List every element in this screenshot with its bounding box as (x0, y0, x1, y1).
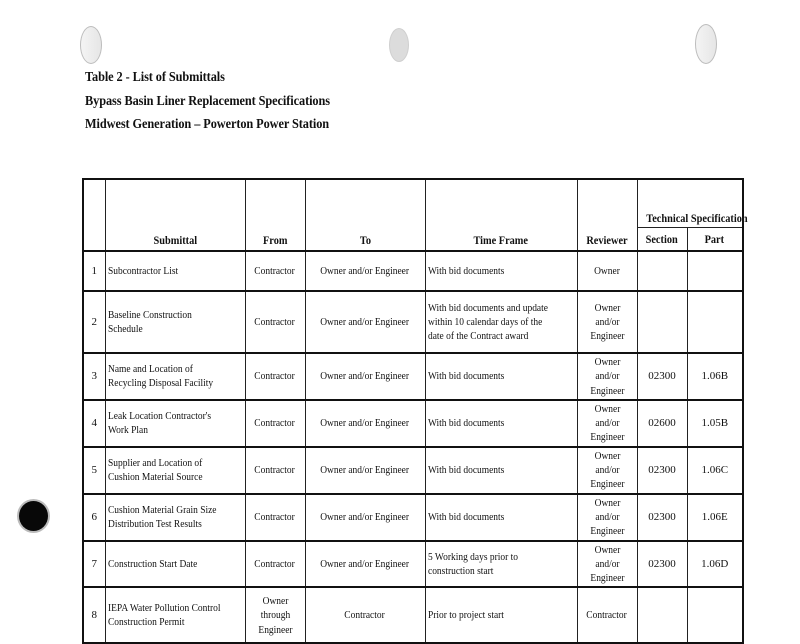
cell-from: Contractor (245, 353, 305, 400)
table-row (83, 494, 743, 541)
cell-from: Contractor (245, 494, 305, 541)
header-time-frame: Time Frame (425, 179, 577, 251)
cell-reviewer: Owner and/or Engineer (577, 447, 637, 494)
cell-time-frame: With bid documents (425, 447, 577, 494)
cell-to: Contractor (305, 587, 425, 643)
cell-section (637, 291, 687, 353)
cell-reviewer: Contractor (577, 587, 637, 643)
cell-time-frame: 5 Working days prior to construction start (425, 541, 577, 588)
header-submittal: Submittal (105, 179, 245, 251)
row-number: 5 (83, 447, 105, 494)
table-row (83, 251, 743, 291)
cell-reviewer: Owner and/or Engineer (577, 291, 637, 353)
cell-from: Contractor (245, 400, 305, 447)
cell-reviewer: Owner and/or Engineer (577, 541, 637, 588)
cell-section: 02300 (637, 494, 687, 541)
cell-submittal: Cushion Material Grain Size Distribution Test Results (105, 494, 245, 541)
cell-time-frame: With bid documents (425, 400, 577, 447)
row-number: 1 (83, 251, 105, 291)
cell-from: Contractor (245, 251, 305, 291)
table-row (83, 353, 743, 400)
cell-reviewer: Owner and/or Engineer (577, 494, 637, 541)
cell-time-frame: With bid documents (425, 494, 577, 541)
cell-section: 02600 (637, 400, 687, 447)
cell-from: Contractor (245, 447, 305, 494)
header-technical-specification: Technical Specification (637, 179, 743, 227)
cell-reviewer: Owner (577, 251, 637, 291)
cell-to: Owner and/or Engineer (305, 251, 425, 291)
binder-hole-right (695, 24, 717, 64)
cell-section (637, 587, 687, 643)
cell-to: Owner and/or Engineer (305, 291, 425, 353)
cell-to: Owner and/or Engineer (305, 353, 425, 400)
cell-submittal: Leak Location Contractor's Work Plan (105, 400, 245, 447)
cell-to: Owner and/or Engineer (305, 400, 425, 447)
cell-submittal: Supplier and Location of Cushion Material Source (105, 447, 245, 494)
cell-from: Contractor (245, 291, 305, 353)
cell-section (637, 251, 687, 291)
cell-section: 02300 (637, 353, 687, 400)
row-number: 8 (83, 587, 105, 643)
cell-to: Owner and/or Engineer (305, 541, 425, 588)
header-num (83, 179, 105, 251)
cell-submittal: IEPA Water Pollution Control Construction Permit (105, 587, 245, 643)
header-section: Section (637, 227, 687, 251)
submittals-table (82, 178, 748, 644)
cell-part: 1.06C (687, 447, 743, 494)
header-part: Part (687, 227, 743, 251)
document-project: Midwest Generation – Powerton Power Station (85, 117, 330, 132)
cell-part: 1.06B (687, 353, 743, 400)
cell-reviewer: Owner and/or Engineer (577, 400, 637, 447)
cell-part: 1.06E (687, 494, 743, 541)
binder-hole-left (80, 26, 102, 64)
header-from: From (245, 179, 305, 251)
table-row (83, 447, 743, 494)
cell-to: Owner and/or Engineer (305, 494, 425, 541)
document-title: Table 2 - List of Submittals (85, 70, 225, 85)
cell-part: 1.06D (687, 541, 743, 588)
header-to: To (305, 179, 425, 251)
cell-part (687, 291, 743, 353)
row-number: 2 (83, 291, 105, 353)
cell-part: 1.05B (687, 400, 743, 447)
row-number: 3 (83, 353, 105, 400)
cell-reviewer: Owner and/or Engineer (577, 353, 637, 400)
cell-time-frame: With bid documents (425, 353, 577, 400)
cell-time-frame: Prior to project start (425, 587, 577, 643)
cell-from: Contractor (245, 541, 305, 588)
row-number: 7 (83, 541, 105, 588)
cell-time-frame: With bid documents and update within 10 calendar days of the date of the Contract award (425, 291, 577, 353)
table-row (83, 291, 743, 353)
punch-hole-mark (19, 501, 48, 531)
cell-submittal: Construction Start Date (105, 541, 245, 588)
row-number: 6 (83, 494, 105, 541)
row-number: 4 (83, 400, 105, 447)
document-subtitle: Bypass Basin Liner Replacement Specifications (85, 94, 330, 109)
cell-submittal: Baseline Construction Schedule (105, 291, 245, 353)
cell-part (687, 251, 743, 291)
cell-to: Owner and/or Engineer (305, 447, 425, 494)
table-row (83, 541, 743, 588)
header-reviewer: Reviewer (577, 179, 637, 251)
cell-submittal: Subcontractor List (105, 251, 245, 291)
table-row (83, 587, 743, 643)
cell-section: 02300 (637, 541, 687, 588)
binder-hole-middle (389, 28, 409, 62)
table-row (83, 400, 743, 447)
cell-section: 02300 (637, 447, 687, 494)
cell-part (687, 587, 743, 643)
cell-submittal: Name and Location of Recycling Disposal Facility (105, 353, 245, 400)
cell-from: Owner through Engineer (245, 587, 305, 643)
cell-time-frame: With bid documents (425, 251, 577, 291)
